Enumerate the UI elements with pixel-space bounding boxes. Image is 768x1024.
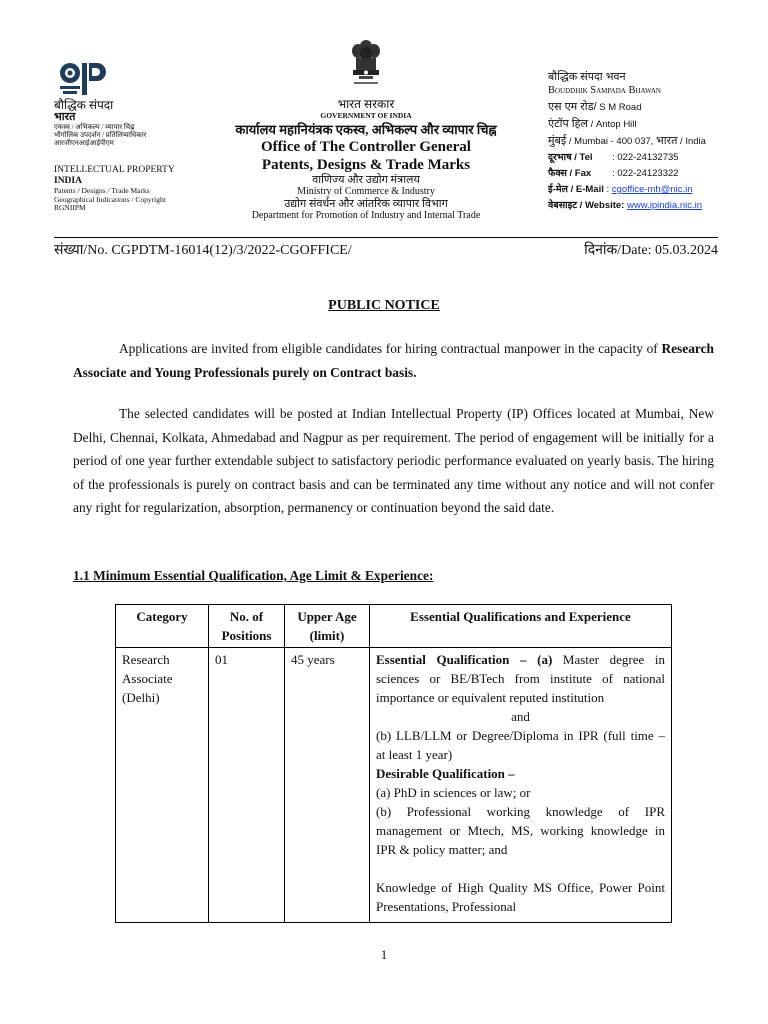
- desirable-qualification-b: (b) Professional working knowledge of IPR management or Mtech, MS, working knowledge in IPR & policy matter; and: [376, 804, 665, 857]
- desirable-qualification-a: (a) PhD in sciences or law; or: [376, 785, 531, 800]
- office-english-line2: Patents, Designs & Trade Marks: [261, 157, 471, 173]
- cell-positions: 01: [209, 648, 285, 923]
- dept-english: Department for Promotion of Industry and Internal Trade: [251, 210, 481, 221]
- ip-india-logo: [58, 60, 106, 98]
- right-header: [548, 69, 748, 214]
- page-number: 1: [380, 947, 388, 962]
- reference-number: संख्या/No. CGPDTM-16014(12)/3/2022-CGOFFICE/: [54, 243, 352, 258]
- ministry-english: Ministry of Commerce & Industry: [297, 186, 435, 197]
- left-hindi-name: बौद्धिक संपदा: [54, 98, 114, 112]
- table-row: [116, 648, 672, 923]
- email-line: ई-मेल / E-Mail : cgoffice-mh@nic.in: [548, 184, 693, 195]
- header-age: Upper Age (limit): [285, 605, 370, 648]
- notice-title: PUBLIC NOTICE: [328, 298, 440, 313]
- center-header: [200, 98, 532, 222]
- left-hindi-line1: एकस्व / अभिकल्प / व्यापार चिह्न: [54, 123, 135, 131]
- tel-line: दूरभाष / Tel : 022-24132735: [548, 152, 679, 163]
- cell-age: 45 years: [285, 648, 370, 923]
- qualification-table: [115, 604, 672, 923]
- table-header-row: [116, 605, 672, 648]
- left-hindi-line3: आरजीएनआईआईपीएम: [54, 139, 114, 147]
- left-en-line1: Patents / Designs / Trade Marks: [54, 186, 150, 195]
- national-emblem-icon: [349, 38, 383, 90]
- dept-hindi: उद्योग संवर्धन और आंतरिक व्यापार विभाग: [284, 198, 448, 210]
- govt-english: GOVERNMENT OF INDIA: [320, 111, 412, 120]
- fax-line: फैक्स / Fax : 022-24123322: [548, 168, 679, 179]
- notice-date: दिनांक/Date: 05.03.2024: [584, 243, 718, 258]
- website-line: वेबसाइट / Website: www.ipindia.nic.in: [548, 200, 702, 211]
- ministry-hindi: वाणिज्य और उद्योग मंत्रालय: [312, 174, 420, 186]
- essential-qualification: Essential Qualification – (a) Master degree in sciences or BE/BTech from institute of national importance or equivalent reputed institution: [376, 652, 665, 705]
- and-connector: and: [511, 709, 530, 724]
- header-qualifications: Essential Qualifications and Experience: [370, 605, 672, 648]
- bhawan-hindi: बौद्धिक संपदा भवन: [548, 71, 626, 83]
- header-category: Category: [116, 605, 209, 648]
- header-positions: No. of Positions: [209, 605, 285, 648]
- govt-hindi: भारत सरकार: [337, 97, 395, 111]
- left-en-line2: Geographical Indications / Copyright: [54, 194, 166, 204]
- paragraph-2: The selected candidates will be posted at Indian Intellectual Property (IP) Offices located at Mumbai, New Delhi, Chennai, Kolkata, Ahmedabad and Nagpur as per requirement. The period of engagement will be initially for a period of one year further extendable subject to satisfactory periodic performance evaluated on yearly basis. The hiring of the professionals is purely on contract basis and can be terminated any time without any notice and will not confer any right for regularization, absorption, permanency or continuation beyond the said date.: [73, 406, 714, 515]
- cell-category: Research Associate (Delhi): [116, 648, 209, 923]
- desirable-qualification-c: Knowledge of High Quality MS Office, Power Point Presentations, Professional: [376, 880, 665, 914]
- section-heading: 1.1 Minimum Essential Qualification, Age Limit & Experience:: [73, 568, 434, 583]
- left-en-line3: RGNIIPM: [54, 203, 86, 212]
- hill-line: एंटॉप हिल / Antop Hill: [548, 118, 637, 130]
- reference-row: [54, 237, 718, 259]
- bhawan-english: Bouddhik Sampada Bhawan: [548, 85, 661, 96]
- left-en-country: INDIA: [54, 176, 82, 186]
- left-en-name: INTELLECTUAL PROPERTY: [54, 165, 175, 175]
- cell-qualifications: [370, 648, 672, 923]
- essential-qualification-b: (b) LLB/LLM or Degree/Diploma in IPR (full time – at least 1 year): [376, 728, 665, 762]
- left-hindi-country: भारत: [54, 111, 76, 123]
- paragraph-1: Applications are invited from eligible candidates for hiring contractual manpower in the capacity of Research Associate and Young Professionals purely on Contract basis.: [73, 341, 714, 380]
- city-line: मुंबई / Mumbai - 400 037, भारत / India: [548, 135, 706, 147]
- road-line: एस एम रोड/ S M Road: [548, 101, 642, 113]
- email-link[interactable]: cgoffice-mh@nic.in: [611, 184, 693, 195]
- left-hindi-line2: भौगोलिक उपदर्शन / प्रतिलिप्याधिकार: [54, 131, 147, 139]
- website-link[interactable]: www.ipindia.nic.in: [627, 200, 702, 211]
- desirable-qualification-label: Desirable Qualification –: [376, 766, 515, 781]
- left-header: [54, 99, 204, 213]
- office-hindi: कार्यालय महानियंत्रक एकस्व, अभिकल्प और व्यापार चिह्न: [235, 122, 497, 137]
- office-english-line1: Office of The Controller General: [261, 139, 471, 155]
